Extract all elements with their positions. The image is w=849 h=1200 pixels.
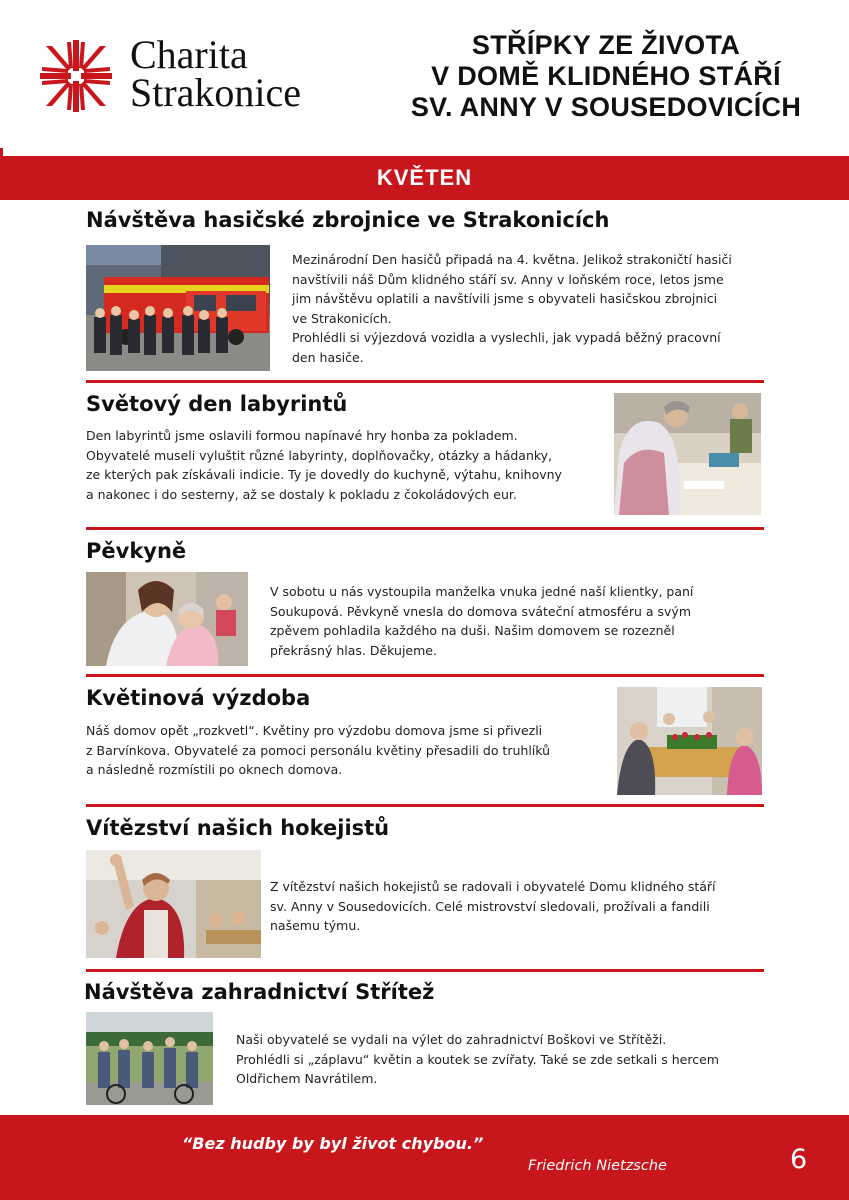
charita-cross-icon [38,38,114,114]
text-line: a nakonec i do sesterny, až se dostaly k pokladu z čokoládových eur. [86,486,517,502]
title-line-2: V DOMĚ KLIDNÉHO STÁŘÍ [431,61,781,91]
photo-singer [86,572,248,666]
text-line: Den labyrintů jsme oslavili formou napínavé hry honba za pokladem. [86,428,518,443]
section-title-singer: Pěvkyně [86,539,187,563]
title-line-1: STŘÍPKY ZE ŽIVOTA [471,30,741,60]
text-line: zpěvem pohladila každého na duši. Našim domovem se rozezněl [270,623,675,638]
section-title-hockey: Vítězství našich hokejistů [86,816,390,840]
logo-line-2: Strakonice [130,70,302,115]
page-title [380,30,832,123]
page-number: 6 [790,1144,808,1175]
photo-hockey [86,850,261,958]
section-text-singer [270,582,764,660]
text-line: Mezinárodní Den hasičů připadá na 4. května. Jelikož strakoničtí hasiči [292,252,732,267]
footer-quote: “Bez hudby by byl život chybou.” [182,1134,484,1153]
title-line-3: SV. ANNY V SOUSEDOVICÍCH [410,92,802,122]
section-divider [86,674,764,677]
text-line: ze kterých pak získávali indicie. Ty je dovedly do kuchyně, výtahu, knihovny [86,467,562,482]
section-text-labyrinth [86,426,606,504]
text-line: překrásný hlas. Děkujeme. [270,642,437,658]
text-line: z Barvínkova. Obyvatelé za pomoci personálu květiny přesadili do truhlíků [86,742,551,758]
section-divider [86,804,764,807]
text-line: navštívili náš Dům klidného stáří sv. Anny v loňském roce, letos jsme [292,271,724,287]
text-line: Z vítězství našich hokejistů se radovali i obyvatelé Domu klidného stáří [270,879,716,894]
section-title-garden: Návštěva zahradnictví Střítež [84,980,435,1004]
text-line: Prohlédli si výjezdová vozidla a vyslechli, jak vypadá běžný pracovní [292,330,721,345]
section-text-flowers [86,721,591,780]
text-line: a následně rozmístili po oknech domova. [86,762,343,777]
text-line: Náš domov opět „rozkvetl“. Květiny pro výzdobu domova jsme si přivezli [86,723,543,738]
section-title-labyrinth: Světový den labyrintů [86,392,348,416]
footer-bar [0,1115,849,1200]
text-line: jim návštěvu oplatili a navštívili jsme s obyvateli hasičskou zbrojnici [292,291,718,306]
text-line: Soukupová. Pěvkyně vnesla do domova sváteční atmosféru a svým [270,603,691,619]
text-line: ve Strakonicích. [292,310,392,326]
text-line: Obyvatelé museli vyluštit různé labyrinty, doplňovačky, otázky a hádanky, [86,447,553,463]
text-line: našemu týmu. [270,918,361,933]
section-text-fire-station [292,250,764,367]
photo-garden [86,1012,213,1105]
month-banner [0,156,849,200]
accent-mark [0,148,3,156]
photo-labyrinth [614,393,761,515]
photo-flowers [617,687,762,795]
text-line: sv. Anny v Sousedovicích. Celé mistrovství sledovali, prožívali a fandili [270,898,710,914]
month-label: KVĚTEN [376,165,473,190]
logo-line-1: Charita [130,32,248,77]
section-title-flowers: Květinová výzdoba [86,686,311,710]
text-line: Prohlédli si „záplavu“ květin a koutek se zvířaty. Také se zde setkali s hercem [236,1051,719,1067]
logo-text [130,32,302,115]
section-text-hockey [270,877,764,936]
section-divider [86,380,764,383]
text-line: Naši obyvatelé se vydali na výlet do zahradnictví Boškovi ve Střítěži. [236,1032,667,1047]
section-divider [86,969,764,972]
text-line: den hasiče. [292,349,364,365]
text-line: Oldřichem Navrátilem. [236,1071,378,1086]
section-divider [86,527,764,530]
quote-author: Friedrich Nietzsche [528,1158,667,1174]
section-title-fire-station: Návštěva hasičské zbrojnice ve Strakonicích [86,208,610,232]
section-text-garden [236,1030,764,1089]
text-line: V sobotu u nás vystoupila manželka vnuka jedné naší klientky, paní [270,584,694,599]
charita-logo [38,32,338,116]
photo-fire-station [86,245,270,371]
